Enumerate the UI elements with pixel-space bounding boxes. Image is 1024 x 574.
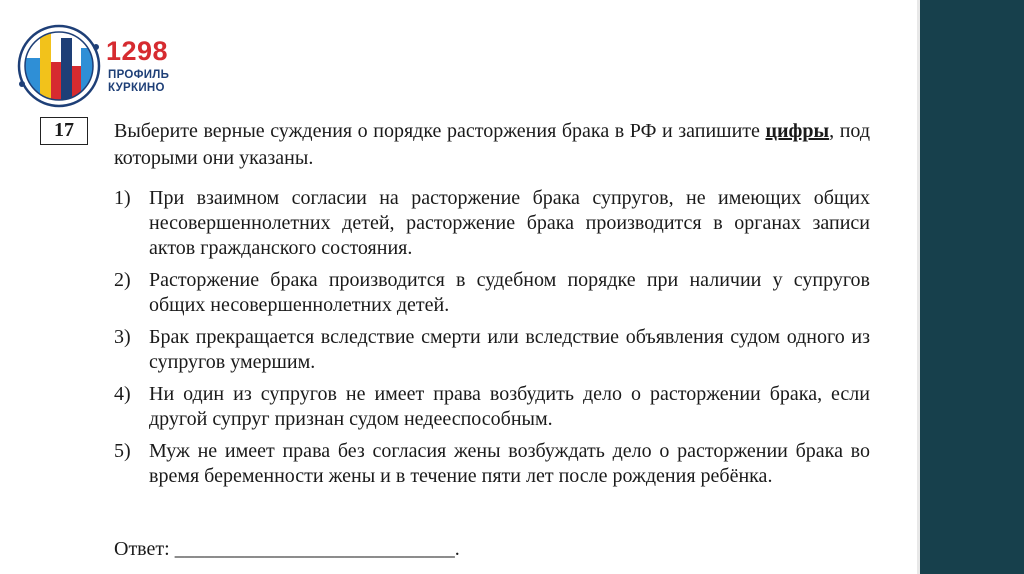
- option-text: Брак прекращается вследствие смерти или вследствие объявления судом одного из супругов умершим.: [149, 326, 870, 373]
- option-text: При взаимном согласии на расторжение брака супругов, не имеющих общих несовершеннолетних детей, расторжение брака производится в органах записи актов гражданского состояния.: [149, 187, 870, 259]
- option-number: 1): [114, 187, 131, 209]
- side-panel: [920, 0, 1024, 574]
- answer-blank[interactable]: ____________________________.: [174, 538, 460, 560]
- logo-emblem-icon: [12, 18, 112, 113]
- logo-number: 1298: [106, 36, 169, 66]
- task-prompt-emphasis: цифры: [765, 120, 830, 142]
- answer-line: [114, 536, 460, 562]
- school-logo: [12, 18, 182, 113]
- option-number: 3): [114, 326, 131, 348]
- option-text: Расторжение брака производится в судебном порядке при наличии у супругов общих несовершеннолетних детей.: [149, 269, 870, 316]
- task-prompt: [114, 118, 870, 172]
- option-item-4: [114, 382, 870, 432]
- logo-line-profile: ПРОФИЛЬ: [108, 69, 170, 81]
- answer-label: Ответ:: [114, 538, 170, 560]
- option-text: Ни один из супругов не имеет права возбудить дело о расторжении брака, если другой супруг признан судом недееспособным.: [149, 383, 870, 430]
- option-number: 4): [114, 383, 131, 405]
- option-item-5: [114, 439, 870, 489]
- option-number: 2): [114, 269, 131, 291]
- logo-line-district: КУРКИНО: [108, 82, 165, 94]
- option-item-2: [114, 268, 870, 318]
- option-text: Муж не имеет права без согласия жены возбуждать дело о расторжении брака во время беременности жены и в течение пяти лет после рождения ребёнка.: [149, 440, 870, 487]
- task-prompt-start: Выберите верные суждения о порядке расторжения брака в РФ и запишите: [114, 120, 766, 142]
- answer-options-list: [114, 186, 870, 496]
- task-prompt-end: , под которыми они указаны.: [114, 120, 870, 169]
- option-item-3: [114, 325, 870, 375]
- option-number: 5): [114, 440, 131, 462]
- task-number-box: 17: [40, 117, 88, 145]
- option-item-1: [114, 186, 870, 261]
